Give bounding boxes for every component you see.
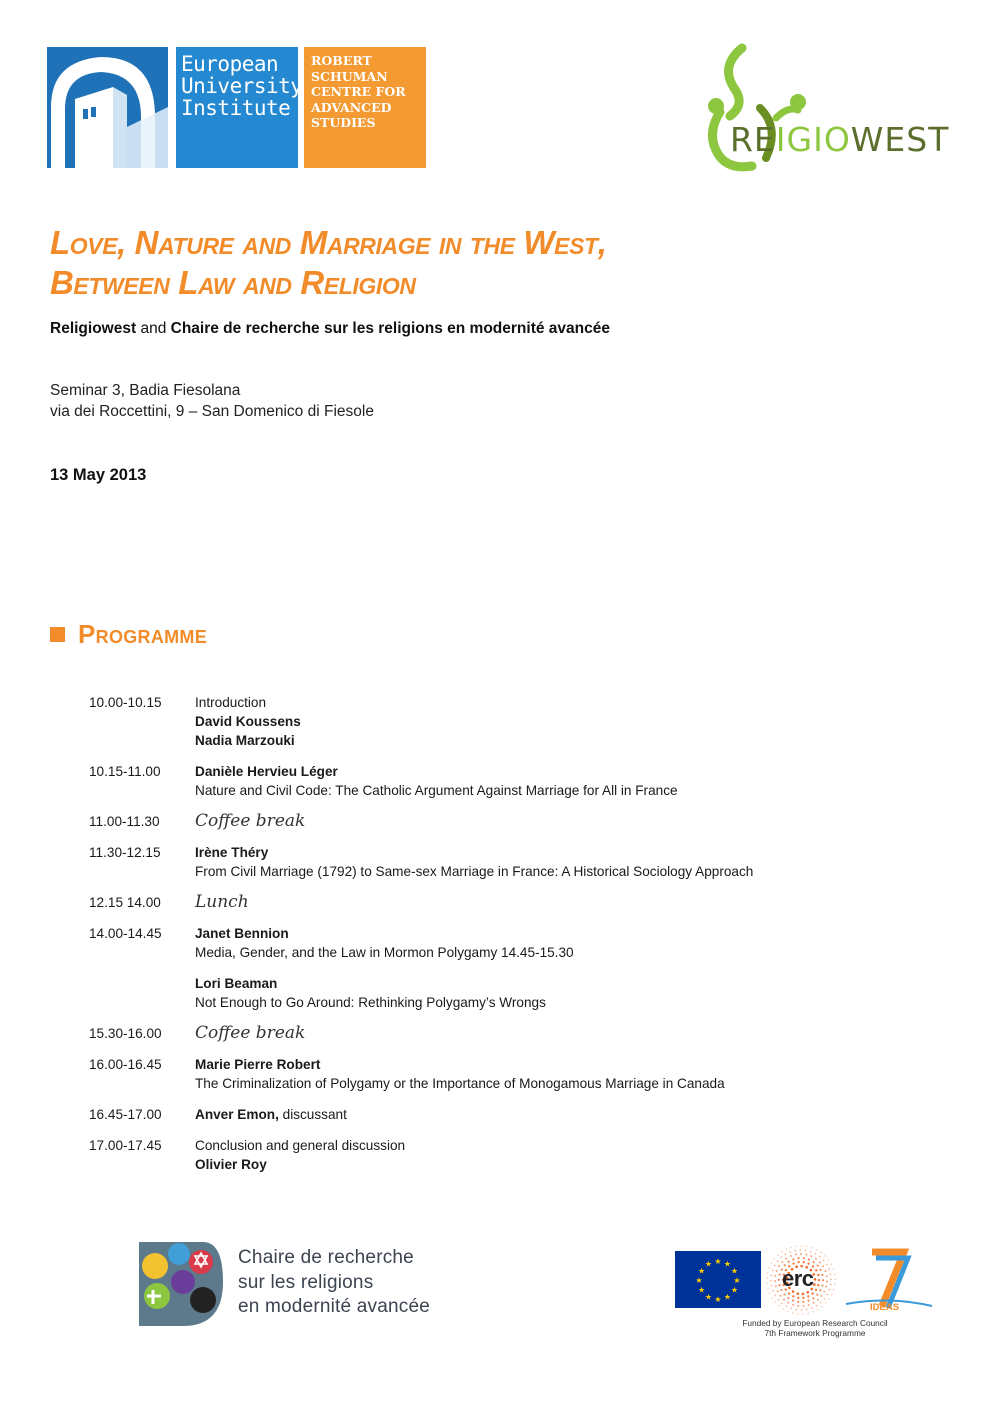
erc-dot xyxy=(786,1305,788,1307)
erc-dot xyxy=(828,1259,830,1261)
session-break: Coffee break xyxy=(195,1023,306,1043)
session-title: From Civil Marriage (1792) to Same-sex Marriage in France: A Historical Sociology Approach xyxy=(195,864,754,879)
erc-dot xyxy=(819,1289,821,1291)
erc-dot xyxy=(825,1286,827,1288)
session-time: 14.00-14.45 xyxy=(89,926,162,941)
erc-dot xyxy=(816,1264,818,1266)
erc-dot xyxy=(806,1309,808,1311)
erc-dot xyxy=(834,1278,836,1280)
eui-tower-icon xyxy=(47,47,168,168)
fp7-ideas-logo xyxy=(842,1246,934,1318)
erc-dot xyxy=(823,1259,825,1261)
session-time: 12.15 14.00 xyxy=(89,895,161,910)
eu-star-icon: ★ xyxy=(723,1259,732,1269)
erc-dot xyxy=(778,1279,780,1281)
event-date: 13 May 2013 xyxy=(50,466,147,484)
eu-star-icon: ★ xyxy=(714,1257,722,1266)
session-content xyxy=(195,693,949,750)
erc-label: erc xyxy=(782,1266,814,1291)
organizers: Religiowest and Chaire de recherche sur les religions en modernité avancée xyxy=(50,320,610,337)
venue xyxy=(50,380,374,422)
erc-dot xyxy=(807,1312,809,1314)
erc-dot xyxy=(830,1273,832,1275)
erc-dot xyxy=(785,1258,787,1260)
eu-star-icon: ★ xyxy=(704,1259,713,1269)
chaire-logo xyxy=(133,1236,453,1331)
erc-dot xyxy=(790,1307,792,1309)
erc-dot xyxy=(792,1299,794,1301)
erc-logo xyxy=(765,1244,837,1316)
erc-dot xyxy=(821,1306,823,1308)
erc-dot xyxy=(814,1278,817,1281)
erc-dot xyxy=(825,1302,827,1304)
erc-dot xyxy=(816,1249,818,1251)
erc-dot xyxy=(797,1257,799,1259)
erc-dot xyxy=(821,1274,823,1276)
erc-dot xyxy=(767,1288,769,1290)
erc-dot xyxy=(790,1255,792,1257)
erc-dot xyxy=(808,1304,810,1306)
erc-dot xyxy=(801,1309,803,1311)
session-row xyxy=(89,974,949,1012)
religiowest-wordmark: REIGIOWEST xyxy=(730,120,950,159)
speaker-name: Anver Emon, discussant xyxy=(195,1107,347,1122)
erc-dot xyxy=(778,1299,780,1301)
erc-dot xyxy=(819,1269,821,1271)
erc-dot xyxy=(807,1295,809,1297)
erc-dot xyxy=(800,1253,802,1255)
rsc-name: ROBERT SCHUMAN CENTRE FOR ADVANCED STUDIES xyxy=(304,47,426,168)
session-row xyxy=(89,924,949,962)
session-break: Lunch xyxy=(195,892,249,912)
erc-dot xyxy=(819,1256,821,1258)
speaker-role: discussant xyxy=(278,1107,347,1122)
religiowest-logo xyxy=(700,42,950,174)
erc-dot xyxy=(805,1249,807,1251)
programme-label: Programme xyxy=(78,619,208,649)
speaker-name: Janet Bennion xyxy=(195,926,289,941)
session-row xyxy=(89,1136,949,1174)
erc-dot xyxy=(808,1258,810,1260)
eu-flag-icon xyxy=(675,1251,761,1308)
erc-dot xyxy=(802,1297,804,1299)
erc-dot xyxy=(780,1257,782,1259)
erc-dot xyxy=(777,1260,779,1262)
title-line-1: Love, Nature and Marriage in the West, xyxy=(50,224,607,261)
session-title: Nature and Civil Code: The Catholic Argument Against Marriage for All in France xyxy=(195,783,678,798)
erc-dot xyxy=(792,1262,794,1264)
erc-dot xyxy=(766,1277,768,1279)
erc-dot xyxy=(774,1301,776,1303)
erc-dot xyxy=(778,1305,780,1307)
session-content xyxy=(195,812,949,831)
erc-dot xyxy=(816,1305,818,1307)
erc-dot xyxy=(778,1265,780,1267)
erc-dot xyxy=(787,1302,789,1304)
erc-dot xyxy=(811,1307,813,1309)
erc-dot xyxy=(775,1285,777,1287)
erc-dot xyxy=(820,1295,822,1297)
erc-dot xyxy=(822,1265,824,1267)
erc-dot xyxy=(797,1301,799,1303)
erc-dot xyxy=(777,1290,779,1292)
erc-dot xyxy=(783,1293,785,1295)
erc-dot xyxy=(781,1302,783,1304)
erc-dot xyxy=(811,1247,813,1249)
session-row xyxy=(89,693,949,750)
session-title: Media, Gender, and the Law in Mormon Polygamy 14.45-15.30 xyxy=(195,945,574,960)
erc-dot xyxy=(822,1279,824,1281)
erc-dot xyxy=(830,1263,832,1265)
session-content xyxy=(195,893,949,912)
erc-dot xyxy=(788,1261,790,1263)
session-row xyxy=(89,1024,949,1043)
session-content xyxy=(195,1024,949,1043)
erc-dot xyxy=(817,1274,819,1276)
session-time: 10.00-10.15 xyxy=(89,695,162,710)
erc-dot xyxy=(777,1254,779,1256)
erc-dot xyxy=(779,1295,781,1297)
erc-dot xyxy=(803,1257,805,1259)
erc-dot xyxy=(817,1284,819,1286)
religions-symbols-icon xyxy=(133,1236,225,1328)
erc-dot xyxy=(830,1284,832,1286)
funders-logos xyxy=(675,1244,940,1344)
erc-dot xyxy=(828,1298,830,1300)
erc-dot xyxy=(796,1292,799,1295)
session-time xyxy=(89,974,195,1012)
erc-dot xyxy=(802,1313,804,1315)
erc-dot xyxy=(772,1269,774,1271)
erc-dot xyxy=(816,1294,818,1296)
erc-dot xyxy=(776,1270,778,1272)
erc-dot xyxy=(830,1279,832,1281)
session-title: Conclusion and general discussion xyxy=(195,1138,406,1153)
erc-dot xyxy=(834,1273,836,1275)
session-content xyxy=(195,974,949,1012)
erc-dot xyxy=(797,1313,799,1315)
speaker-name: Nadia Marzouki xyxy=(195,733,295,748)
erc-dot xyxy=(792,1258,794,1260)
erc-dot xyxy=(826,1264,828,1266)
session-row xyxy=(89,1055,949,1093)
session-time: 15.30-16.00 xyxy=(89,1026,162,1041)
erc-dot xyxy=(782,1308,784,1310)
erc-dot xyxy=(824,1270,826,1272)
erc-dot xyxy=(834,1284,836,1286)
venue-line-1: Seminar 3, Badia Fiesolana xyxy=(50,382,241,399)
erc-dot xyxy=(789,1251,791,1253)
eu-star-icon: ★ xyxy=(714,1295,722,1304)
eu-star-icon: ★ xyxy=(695,1276,703,1285)
erc-dot xyxy=(828,1268,830,1270)
erc-dot xyxy=(807,1262,809,1264)
session-time: 17.00-17.45 xyxy=(89,1138,162,1153)
erc-dot xyxy=(797,1305,799,1307)
erc-dot xyxy=(808,1300,810,1302)
session-title: Introduction xyxy=(195,695,267,710)
session-time: 11.00-11.30 xyxy=(89,814,160,829)
erc-dot xyxy=(770,1280,772,1282)
erc-dot xyxy=(815,1269,817,1271)
session-row xyxy=(89,762,949,800)
session-row xyxy=(89,893,949,912)
erc-dot xyxy=(783,1299,785,1301)
eu-star-icon: ★ xyxy=(730,1285,739,1295)
eui-name: European University Institute xyxy=(176,47,298,168)
erc-dot xyxy=(812,1311,814,1313)
erc-dot xyxy=(823,1298,825,1300)
session-row xyxy=(89,812,949,831)
erc-dot xyxy=(781,1251,783,1253)
erc-dot xyxy=(831,1294,833,1296)
erc-dot xyxy=(818,1279,820,1281)
erc-dot xyxy=(800,1249,802,1251)
erc-dot xyxy=(821,1284,823,1286)
erc-dot xyxy=(812,1302,814,1304)
eu-star-icon: ★ xyxy=(730,1266,739,1276)
ideas-label: IDEAS xyxy=(870,1302,900,1313)
erc-dot xyxy=(771,1285,773,1287)
erc-dot xyxy=(792,1304,794,1306)
erc-dot xyxy=(771,1297,773,1299)
erc-dot xyxy=(794,1250,796,1252)
erc-dot xyxy=(768,1267,770,1269)
erc-dot xyxy=(786,1248,788,1250)
erc-dot xyxy=(792,1312,794,1314)
erc-dot xyxy=(823,1291,825,1293)
programme-heading xyxy=(50,619,207,650)
erc-dot xyxy=(820,1252,822,1254)
erc-dot xyxy=(796,1246,798,1248)
erc-dot xyxy=(787,1311,789,1313)
event-title xyxy=(50,223,606,303)
eu-star-icon: ★ xyxy=(697,1266,706,1276)
session-title: The Criminalization of Polygamy or the Importance of Monogamous Marriage in Canada xyxy=(195,1076,725,1091)
erc-dot xyxy=(817,1309,819,1311)
session-time: 10.15-11.00 xyxy=(89,764,161,779)
erc-dot xyxy=(826,1275,828,1277)
erc-dot xyxy=(812,1297,814,1299)
erc-dot xyxy=(792,1295,794,1297)
erc-dot xyxy=(832,1268,834,1270)
erc-dot xyxy=(774,1265,776,1267)
session-time: 16.45-17.00 xyxy=(89,1107,162,1122)
bullet-square-icon xyxy=(50,627,65,642)
eu-star-icon: ★ xyxy=(704,1292,713,1302)
erc-dot xyxy=(797,1297,799,1299)
session-content xyxy=(195,1105,949,1124)
speaker-name: Danièle Hervieu Léger xyxy=(195,764,338,779)
erc-dot xyxy=(788,1292,790,1294)
erc-dot xyxy=(820,1302,822,1304)
erc-dot xyxy=(811,1292,813,1294)
erc-dot xyxy=(774,1280,776,1282)
erc-dot xyxy=(771,1262,773,1264)
session-time: 11.30-12.15 xyxy=(89,845,161,860)
speaker-name: David Koussens xyxy=(195,714,301,729)
erc-dot xyxy=(785,1253,787,1255)
eu-star-icon: ★ xyxy=(733,1276,741,1285)
erc-dot xyxy=(767,1272,769,1274)
erc-dot xyxy=(790,1247,792,1249)
session-time: 16.00-16.45 xyxy=(89,1057,162,1072)
speaker-name: Lori Beaman xyxy=(195,976,278,991)
speaker-name: Olivier Roy xyxy=(195,1157,267,1172)
erc-dot xyxy=(787,1297,789,1299)
erc-dot xyxy=(772,1290,774,1292)
eui-logo xyxy=(47,47,427,168)
erc-dot xyxy=(766,1283,768,1285)
erc-dot xyxy=(797,1261,799,1263)
chaire-name: Chaire de recherche sur les religions en modernité avancée xyxy=(238,1247,431,1317)
session-title: Not Enough to Go Around: Rethinking Polygamy’s Wrongs xyxy=(195,995,546,1010)
erc-dot xyxy=(779,1273,781,1275)
erc-dot xyxy=(781,1261,783,1263)
erc-dot xyxy=(770,1274,772,1276)
title-line-2: Between Law and Religion xyxy=(50,264,416,301)
session-content xyxy=(195,1136,949,1174)
session-break: Coffee break xyxy=(195,811,306,831)
erc-dot xyxy=(806,1246,808,1248)
speaker-name: Marie Pierre Robert xyxy=(195,1057,321,1072)
eu-star-icon: ★ xyxy=(697,1285,706,1295)
erc-dot xyxy=(828,1289,830,1291)
erc-dot xyxy=(795,1254,797,1256)
speaker-name: Irène Théry xyxy=(195,845,269,860)
erc-dot xyxy=(810,1255,812,1257)
erc-dot xyxy=(774,1258,776,1260)
session-row xyxy=(89,843,949,881)
erc-dot xyxy=(817,1299,819,1301)
session-content xyxy=(195,762,949,800)
erc-dot xyxy=(815,1258,817,1260)
erc-dot xyxy=(778,1284,780,1286)
erc-dot xyxy=(815,1253,817,1255)
erc-dot xyxy=(795,1309,797,1311)
erc-dot xyxy=(774,1295,776,1297)
erc-dot xyxy=(774,1275,776,1277)
erc-dot xyxy=(801,1245,803,1247)
funding-statement: Funded by European Research Council 7th Framework Programme xyxy=(742,1318,888,1338)
erc-dot xyxy=(802,1305,804,1307)
erc-dot xyxy=(826,1280,828,1282)
eu-star-icon: ★ xyxy=(723,1292,732,1302)
programme-schedule xyxy=(89,693,949,1174)
erc-dot xyxy=(824,1255,826,1257)
erc-dot xyxy=(805,1254,807,1256)
erc-dot xyxy=(769,1293,771,1295)
erc-dot xyxy=(815,1289,817,1291)
erc-dot xyxy=(826,1294,828,1296)
session-content xyxy=(195,843,949,881)
session-content xyxy=(195,924,949,962)
erc-dot xyxy=(802,1301,804,1303)
erc-dot xyxy=(813,1261,815,1263)
erc-dot xyxy=(810,1251,812,1253)
erc-dot xyxy=(833,1289,835,1291)
erc-dot xyxy=(802,1293,805,1296)
session-content xyxy=(195,1055,949,1093)
erc-dot xyxy=(802,1261,804,1263)
erc-dot xyxy=(819,1261,821,1263)
venue-line-2: via dei Roccettini, 9 – San Domenico di Fiesole xyxy=(50,403,374,420)
session-row xyxy=(89,1105,949,1124)
